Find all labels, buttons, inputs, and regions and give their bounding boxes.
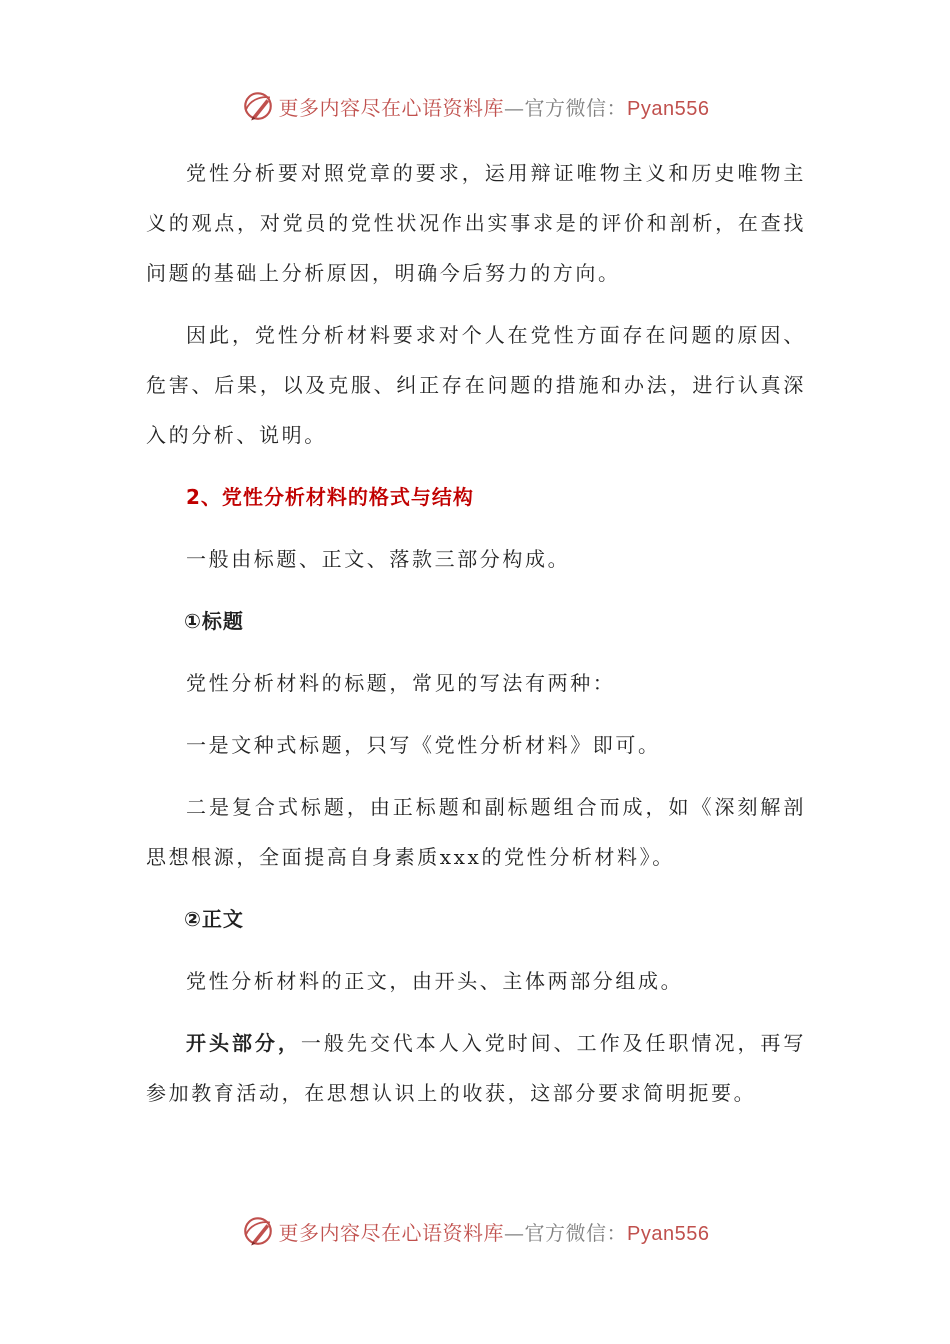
paragraph-1: 党性分析要对照党章的要求，运用辩证唯物主义和历史唯物主义的观点，对党员的党性状况作出实事求是的评价和剖析，在查找问题的基础上分析原因，明确今后努力的方向。	[146, 161, 806, 285]
paragraph-8-text: 一般先交代本人入党时间、工作及任职情况，再写参加教育活动，在思想认识上的收获，这部分要求简明扼要。	[146, 1031, 807, 1105]
document-body	[146, 148, 806, 1118]
paragraph-7: 党性分析材料的正文，由开头、主体两部分组成。	[186, 969, 684, 993]
banner-text	[279, 1217, 710, 1246]
paragraph-6: 二是复合式标题，由正标题和副标题组合而成，如《深刻解剖思想根源，全面提高自身素质xxx的党性分析材料》。	[146, 795, 806, 869]
banner-library-name: 更多内容尽在心语资料库	[278, 95, 505, 120]
paragraph-2: 因此，党性分析材料要求对个人在党性方面存在问题的原因、危害、后果，以及克服、纠正存在问题的措施和办法，进行认真深入的分析、说明。	[146, 323, 806, 447]
section-heading: 2、党性分析材料的格式与结构	[186, 485, 474, 509]
banner-text	[279, 92, 710, 121]
banner-wechat-id: Pyan556	[627, 97, 710, 120]
paragraph-5: 一是文种式标题，只写《党性分析材料》即可。	[186, 733, 661, 757]
header-banner	[0, 86, 950, 126]
banner-wechat-id: Pyan556	[627, 1222, 710, 1245]
paragraph-3: 一般由标题、正文、落款三部分构成。	[186, 547, 571, 571]
banner-official-label: 官方微信：	[524, 1220, 628, 1245]
banner-official-label: 官方微信：	[524, 95, 628, 120]
paragraph-8-lead: 开头部分，	[186, 1031, 301, 1055]
pen-circle-logo-icon	[241, 1214, 275, 1248]
banner-library-name: 更多内容尽在心语资料库	[278, 1220, 505, 1245]
banner-dash: —	[504, 95, 525, 120]
paragraph-8	[146, 1018, 806, 1118]
footer-banner	[0, 1211, 950, 1251]
subheading-title: ①标题	[184, 609, 244, 633]
subheading-body: ②正文	[184, 907, 244, 931]
paragraph-4: 党性分析材料的标题，常见的写法有两种：	[186, 671, 616, 695]
banner-dash: —	[504, 1220, 525, 1245]
pen-circle-logo-icon	[241, 89, 275, 123]
